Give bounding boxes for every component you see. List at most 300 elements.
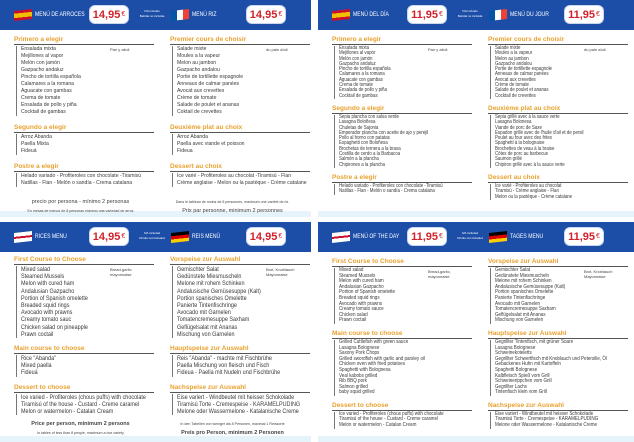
- menu-column-primary-language: [14, 36, 154, 195]
- dish-item: Gegrillter Schwertfisch mit Knoblauch und Petersilie, Öl: [495, 355, 607, 362]
- header-left: [0, 222, 150, 252]
- dish-list: [334, 412, 472, 429]
- section-heading: Deuxième plat au choix: [170, 124, 310, 133]
- currency-symbol: €: [439, 233, 443, 240]
- dish-item: baby squid grilled: [339, 389, 375, 396]
- dish-list: [334, 46, 472, 99]
- dish-item: Portion spanisches Omelette: [495, 289, 554, 296]
- dish-list: [334, 268, 472, 324]
- dish-list: [334, 340, 472, 396]
- menu-title: MENÚ DEL DÍA: [353, 11, 389, 18]
- dish-item: Andalusian Gazpacho: [21, 287, 75, 295]
- dish-list: [490, 268, 628, 324]
- vat-note: [455, 9, 485, 19]
- dish-item: Lasagna Bolognese: [495, 344, 536, 351]
- dish-item: Saumon grillé: [495, 156, 522, 163]
- dish-item: Fideuá: [21, 148, 37, 154]
- dish-item: Melone mit rohem Schinken: [177, 280, 245, 288]
- menu-title: TAGES MENU: [510, 233, 544, 240]
- price-amount: 14,95: [92, 230, 121, 243]
- menu-column-primary-language: [332, 36, 472, 201]
- dish-item: Gegrillter Lachs: [495, 383, 527, 390]
- menu-section: [170, 256, 310, 338]
- dish-item: Crema de tomate: [339, 82, 374, 89]
- dish-item: Tomatencremesuppe Saxham: [495, 306, 556, 313]
- dish-item: Coktail de crevettes: [177, 109, 222, 115]
- vat-note-line: Bebida no incluida: [139, 14, 165, 18]
- france-flag-icon: [171, 9, 189, 21]
- side-note: Pan y alioli: [428, 47, 448, 52]
- dish-item: Grilled Cuttlefish with green sauce: [339, 338, 409, 345]
- dish-item: Rice "Abanda": [21, 355, 57, 363]
- currency-symbol: €: [121, 233, 126, 240]
- dish-item: Steamed Mussels: [339, 272, 376, 279]
- dish-item: Paella Mixta: [21, 141, 49, 147]
- dish-item: Melone oder Wassermelone - Katalanische Creme: [495, 422, 598, 429]
- dish-item: Ensalada mixta: [339, 45, 370, 51]
- section-heading: Hauptspeise zur Auswahl: [488, 330, 628, 339]
- dish-item: Chicken oven with fried potatoes: [339, 361, 405, 368]
- section-heading: Premier cours de choisir: [488, 36, 628, 45]
- dish-list: [172, 134, 310, 155]
- dish-item: Mischung von Garnelen: [495, 317, 544, 324]
- dish-item: Ice varied - Profiteroles (chous puffs) with chocolate: [339, 410, 444, 417]
- dish-item: Aguacate con gambas: [339, 76, 383, 83]
- dish-item: Breaded squid rings: [21, 302, 70, 310]
- menu-section: [488, 330, 628, 396]
- menu-header: [318, 0, 634, 30]
- dish-item: Ensalada de pollo y piña: [21, 102, 77, 108]
- dish-item: Cocktail de crevettes: [495, 92, 536, 99]
- dish-item: Helado variado - Profiteroles con chocolate -Tiramisú: [339, 182, 443, 189]
- header-right: [157, 0, 307, 30]
- dish-item: Gegrillter Tintenfisch, mit grüner Soare: [495, 338, 574, 345]
- dish-item: Gemischter Salat: [495, 267, 531, 273]
- dish-item: Creamy tomato sauce: [339, 306, 384, 313]
- dish-item: Portie de tortillette espagnole: [495, 66, 552, 73]
- dish-item: Melon au jambon: [495, 55, 529, 62]
- footer-note: precio por persona - mínimo 2 personas: [31, 199, 130, 205]
- dish-item: Poulet au four avec des frites: [495, 135, 552, 142]
- currency-symbol: €: [596, 233, 600, 240]
- dish-item: Spaghetti Bolognese: [495, 366, 538, 373]
- germany-flag-icon: [171, 231, 189, 243]
- dish-item: Crème de tomate: [177, 95, 217, 101]
- currency-symbol: €: [121, 11, 126, 18]
- dish-item: Melone mit rohem Schinken: [495, 278, 552, 285]
- section-heading: Segundo a elegir: [14, 124, 154, 133]
- dish-item: Tiramisú Torte - Cremespeise - KARAMELPUDING: [177, 400, 301, 408]
- dish-item: Melone oder Wassermelone - Katalanische Creme: [177, 408, 299, 416]
- menu-section: [332, 105, 472, 168]
- vat-note-line: Bebida no incluida: [457, 14, 483, 18]
- dish-item: Fideua - Paella mit Nudeln und Fischbrühe: [177, 369, 281, 377]
- dish-item: Mejillones al vapor: [339, 50, 376, 57]
- dish-item: Côtes de porc au barbecue: [495, 151, 549, 158]
- dish-item: Anneaux de calmar panées: [177, 81, 240, 87]
- dish-item: Avocado with prawns: [21, 309, 73, 317]
- dish-item: Creamy tomato sauc: [21, 316, 72, 324]
- currency-symbol: €: [278, 11, 283, 18]
- dish-item: Lasagna Boloñesa: [339, 119, 376, 126]
- dish-item: Ice varié - Profiteroles au chocolat -Tiramisú - Flan: [177, 173, 292, 179]
- dish-item: Crème de tomate: [495, 82, 530, 89]
- menu-title: MENÚ OF THE DAY: [353, 233, 400, 240]
- price-amount: 14,95: [92, 8, 121, 21]
- menu-header: [318, 222, 634, 252]
- menu-section: [170, 345, 310, 377]
- dish-item: Salade mixte: [177, 46, 207, 52]
- price-badge: [247, 228, 285, 245]
- section-heading: Main course to choose: [332, 330, 472, 339]
- menu-section: [332, 36, 472, 99]
- dish-item: Panierte Tintenfischringe: [177, 302, 237, 310]
- dish-list: [490, 340, 628, 396]
- menu-header: [0, 222, 311, 252]
- dish-item: Chicken salad on pineapple: [21, 323, 88, 331]
- dish-item: Mejillones al vapor: [21, 53, 64, 59]
- section-heading: First Course to Choose: [332, 258, 472, 267]
- menu-panel-daily-menu-en-de: [318, 222, 634, 442]
- menu-section: [332, 402, 472, 429]
- dish-item: Paella avec viande et poisson: [177, 141, 245, 147]
- menu-panel-rice-menu-es-fr: [0, 0, 311, 217]
- germany-flag-icon: [489, 231, 507, 243]
- price-badge: [565, 228, 603, 245]
- dish-item: Salade de poulet et ananas: [495, 87, 549, 94]
- dish-list: [172, 355, 310, 377]
- dish-item: Crème anglaise - Melon ou la pastèque - Crème catalane: [177, 180, 307, 186]
- section-heading: Deuxième plat au choix: [488, 105, 628, 114]
- footer-stripe: [318, 436, 634, 442]
- header-right: [157, 222, 307, 252]
- dish-item: Salade mixte: [495, 45, 521, 51]
- section-heading: Hauptspeise zur Auswahl: [170, 345, 310, 354]
- dish-item: Avocat aux crevettes: [495, 76, 536, 83]
- dish-item: Sepia plancha con salsa verde: [339, 113, 399, 120]
- dish-item: Andalusische Gemüsesuppe (Kalt): [495, 283, 566, 290]
- dish-item: Lasagna Bolognese: [339, 344, 380, 351]
- menu-title: RICES MENU: [35, 233, 67, 240]
- dish-item: Salmon grilled: [339, 383, 368, 390]
- menu-section: [488, 402, 628, 429]
- dish-item: Arroz Abanda: [21, 134, 52, 140]
- dish-list: [16, 394, 154, 416]
- vat-note-line: IVA incluido: [144, 9, 160, 13]
- dish-list: [16, 46, 154, 116]
- side-note: du pain aïoli: [584, 47, 606, 52]
- dish-item: Moules a la vapeur: [177, 53, 221, 59]
- section-heading: Dessert to choose: [332, 402, 472, 411]
- side-note: Brot, Knoblauch Mayonnaise: [266, 267, 295, 277]
- menu-title: MENÚ RIZ: [192, 11, 217, 18]
- footer-note: Dans le tableau de moins de 8 personnes, maximum une variété de riz.: [175, 200, 290, 204]
- dish-item: Melon au jambon: [177, 60, 217, 66]
- menu-title: REIS MENÜ: [192, 233, 221, 240]
- side-note: Bread-garlic mayonnaise: [110, 267, 132, 277]
- dish-item: Chipiron grillé avec à la sauce verte: [495, 161, 565, 168]
- dish-item: Tiramisú Torte - Cremespeise - KARAMELPUDING: [495, 416, 599, 423]
- section-heading: Primero a elegir: [14, 36, 154, 45]
- dish-item: Mischung von Garnelen: [177, 330, 235, 338]
- dish-item: Eise variert - Windbeutel mit heisser Schokolade: [177, 393, 295, 401]
- dish-item: Gazpacho andaluz: [21, 67, 64, 73]
- dish-item: Schweinerippchen vom Grill: [495, 378, 552, 385]
- header-left: [318, 0, 468, 30]
- dish-item: Moules a la vapeur: [495, 50, 533, 57]
- section-heading: Segundo a elegir: [332, 105, 472, 114]
- dish-item: Gemischter Salat: [177, 266, 219, 273]
- section-heading: First Course to Choose: [14, 256, 154, 265]
- section-heading: Postre a elegir: [14, 163, 154, 172]
- menu-section: [170, 36, 310, 116]
- header-left: [0, 0, 150, 30]
- section-heading: Premier cours de choisir: [170, 36, 310, 45]
- dish-item: Pincho de tortilla española: [21, 74, 81, 80]
- price-badge: [408, 6, 446, 23]
- footer-note: Price per person, minimum 2 persons: [31, 421, 130, 427]
- spain-flag-icon: [14, 9, 32, 21]
- spain-flag-icon: [332, 9, 350, 21]
- dish-item: Melon with cured ham: [339, 278, 384, 285]
- price-amount: 11,95: [411, 230, 438, 243]
- dish-list: [334, 184, 472, 195]
- dish-item: Portion spanisches Omelette: [177, 294, 247, 302]
- vat-note: [455, 231, 485, 241]
- currency-symbol: €: [596, 11, 600, 18]
- dish-item: Geflügelsalat mit Ananas: [495, 311, 546, 318]
- vat-note-line: Drinks not included: [139, 236, 165, 240]
- menu-section: [14, 384, 154, 416]
- price-amount: 11,95: [568, 230, 595, 243]
- dish-item: Reis "Abanda" - machte mit Fischbrühe: [177, 355, 272, 363]
- dish-item: Melon or watermelon - Catalan Cream: [339, 422, 417, 429]
- dish-item: Prawn coctail: [21, 330, 54, 338]
- menu-section: [170, 384, 310, 416]
- dish-item: Lasagna Bolonesa: [495, 119, 532, 126]
- menu-section: [14, 124, 154, 155]
- dish-item: Helado variado - Profiteroles con chocolate -Tiramisú: [21, 173, 142, 179]
- footer-note: In den Tabellen von weniger als 8 Personen, maximal 1 Reissorte: [180, 422, 285, 426]
- footer-note: In tables of less than 8 people, maximum a rice variety: [37, 431, 124, 435]
- price-badge: [90, 6, 128, 23]
- dish-item: Pollo al horno con patatas: [339, 135, 390, 142]
- menu-header: [0, 0, 311, 30]
- dish-item: Crema de tomate: [21, 95, 61, 101]
- menu-title: MENÚ DE ARROCES: [35, 11, 85, 18]
- menu-section: [488, 36, 628, 99]
- dish-item: Melón con jamón: [339, 55, 373, 62]
- menu-column-secondary-language: [488, 36, 628, 206]
- dish-list: [172, 46, 310, 116]
- price-badge: [408, 228, 446, 245]
- section-heading: Nachspeise zur Auswahl: [488, 402, 628, 411]
- dish-item: Gazpacho andalou: [495, 60, 532, 67]
- dish-item: Calamares a la romana: [339, 71, 385, 78]
- dish-item: Rib BBQ pork: [339, 378, 367, 385]
- price-amount: 11,95: [568, 8, 595, 21]
- currency-symbol: €: [278, 233, 283, 240]
- section-heading: Nachspeise zur Auswahl: [170, 384, 310, 393]
- dish-item: Mixed paella: [21, 362, 52, 370]
- dish-item: Veal kabobs grilled: [339, 372, 378, 379]
- dish-item: Costilla de cerdo a la Barbacoa: [339, 151, 401, 158]
- price-badge: [247, 6, 285, 23]
- price-amount: 14,95: [249, 8, 278, 21]
- dish-item: Espaghetti con Boloñesa: [339, 140, 388, 147]
- section-heading: Dessert au choix: [170, 163, 310, 172]
- side-note: Brot, Knoblauch Mayonnaise: [584, 269, 613, 279]
- dish-item: Chuletas de Sajonia: [339, 124, 379, 131]
- dish-item: Spaghetti with Bolognesa: [339, 366, 391, 373]
- dish-item: Anneaux de calmar panées: [495, 71, 549, 78]
- dish-item: Paella Mischung von fleisch und Fisch: [177, 362, 270, 370]
- dish-item: Portie de tortillette espagnole: [177, 74, 244, 80]
- dish-item: Aguacate con gambas: [21, 88, 72, 94]
- dish-item: Tiramisú - Crème anglaise - Flan: [495, 188, 559, 195]
- dish-item: Gazpacho andalou: [177, 67, 220, 73]
- uk-flag-icon: [14, 231, 32, 243]
- dish-item: Melon ou la pastèque - Crème catalane: [495, 193, 573, 200]
- dish-item: Ice varié - Profiteroles au chocolat: [495, 182, 562, 189]
- dish-item: Kalbfleisch Spieß vom Grill: [495, 372, 550, 379]
- price-badge: [90, 228, 128, 245]
- dish-list: [172, 173, 310, 187]
- dish-item: Tiramisú of the house - Custard - Creme caramel: [339, 416, 439, 423]
- dish-item: Andalusische Gemüsesuppe (Kalt): [177, 287, 261, 295]
- price-amount: 14,95: [249, 230, 278, 243]
- dish-list: [490, 115, 628, 168]
- dish-item: Tiramisú of the house - Custard - Creme caramel: [21, 400, 140, 408]
- dish-item: Fideua: [177, 148, 193, 154]
- menu-column-secondary-language: [170, 256, 310, 422]
- dish-item: Salmón a la plancha: [339, 156, 379, 163]
- dish-item: Avocat aux crevettes: [177, 88, 225, 94]
- side-note: du pain aïoli: [266, 47, 288, 52]
- dish-item: Eise variert - Windbeutel mit heisser Schokolade: [495, 410, 594, 417]
- price-amount: 11,95: [411, 8, 438, 21]
- menu-section: [170, 124, 310, 155]
- dish-list: [490, 46, 628, 99]
- dish-item: Melon with cured ham: [21, 280, 75, 288]
- menu-column-primary-language: [332, 258, 472, 435]
- menu-column-secondary-language: [488, 258, 628, 435]
- menu-title: MENÚ DU JOUR: [510, 11, 549, 18]
- dish-item: Gedünstete Miesmuscheln: [177, 273, 242, 281]
- price-badge: [565, 6, 603, 23]
- dish-item: Avocado mit Garnelen: [495, 300, 541, 307]
- dish-item: Emperador plancha con aceite de ajo y perejil: [339, 129, 429, 136]
- dish-list: [490, 184, 628, 200]
- menu-section: [488, 174, 628, 200]
- dish-list: [16, 134, 154, 155]
- section-heading: Postre a elegir: [332, 174, 472, 183]
- vat-note-line: Drinks not included: [457, 236, 483, 240]
- vat-note: [137, 9, 167, 19]
- dish-item: Breaded squid rings: [339, 294, 380, 301]
- dish-item: Melón con jamón: [21, 60, 60, 66]
- section-heading: Vorspeise zur Auswahl: [170, 256, 310, 265]
- dish-item: Arroz Abanda: [177, 134, 208, 140]
- dish-item: Portion of Spanish omelette: [21, 294, 88, 302]
- section-heading: Vorspeise zur Auswahl: [488, 258, 628, 267]
- menu-column-secondary-language: [170, 36, 310, 195]
- dish-item: Gedünstete Miesmuscheln: [495, 272, 550, 279]
- dish-list: [16, 266, 154, 338]
- menu-section: [14, 36, 154, 116]
- dish-list: [172, 394, 310, 416]
- dish-item: Mixed salad: [21, 266, 51, 273]
- dish-item: Brochettes de veau à la braise: [495, 145, 555, 152]
- dish-item: Fideuá: [21, 369, 38, 377]
- dish-item: Tomatencremesuppe Saxham: [177, 316, 250, 324]
- dish-item: Ensalada de pollo y piña: [339, 87, 387, 94]
- dish-item: Cocktail de gambas: [21, 109, 66, 115]
- vat-note-line: IVA incluido: [462, 9, 478, 13]
- menu-panel-daily-menu-es-fr: [318, 0, 634, 217]
- dish-item: Pincho de tortilla española: [339, 66, 391, 73]
- footer-note: En mesas de menos de 8 personas máximo una variedad de arroz: [27, 209, 134, 213]
- dish-item: Natillas - Flan - Melón o sandía - Crema catalana: [339, 188, 435, 195]
- dish-item: Panierte Tintenfischringe: [495, 294, 546, 301]
- dish-item: Calamares a la romana: [21, 81, 75, 87]
- section-heading: Dessert au choix: [488, 174, 628, 183]
- dish-item: Brochetas de ternera a la brasa: [339, 145, 401, 152]
- dish-item: Mixed salad: [339, 267, 364, 273]
- dish-item: Avocado mit Garnelen: [177, 309, 231, 317]
- side-note: Bread-garlic, mayonnaise: [428, 269, 451, 279]
- dish-item: Sepia grillé avec à la sauce verte: [495, 113, 560, 120]
- menu-column-primary-language: [14, 256, 154, 422]
- menu-section: [170, 163, 310, 187]
- dish-item: Steamed Mussels: [21, 273, 65, 281]
- menu-section: [14, 163, 154, 187]
- dish-item: Espadon grillé avec de l'huile d'ail et de persil: [495, 129, 584, 136]
- section-heading: Primero a elegir: [332, 36, 472, 45]
- vat-note: [137, 231, 167, 241]
- dish-item: Gebackenes Huhn mit Kartoffeln: [495, 361, 561, 368]
- dish-item: Melon or watermelon - Catalan Cream: [21, 408, 114, 416]
- dish-item: Ice varied - Profiteroles (chous puffs) with chocolate: [21, 393, 146, 401]
- header-right: [475, 0, 625, 30]
- dish-item: Chipirones a la plancha: [339, 161, 385, 168]
- side-note: Pan y alioli: [110, 47, 130, 52]
- dish-item: Gazpacho andaluz: [339, 60, 376, 67]
- dish-item: Salade de poulet et ananas: [177, 102, 240, 108]
- uk-flag-icon: [332, 231, 350, 243]
- vat-note-line: IVA included: [143, 231, 161, 235]
- dish-item: Prawn coctail: [339, 317, 367, 324]
- dish-item: Tintenfisch klein vom Grill: [495, 389, 547, 396]
- dish-item: Avocado with prawns: [339, 300, 383, 307]
- footer-stripe: [318, 211, 634, 217]
- dish-list: [334, 115, 472, 168]
- menu-section: [488, 258, 628, 324]
- menu-section: [488, 105, 628, 168]
- menu-section: [14, 256, 154, 338]
- currency-symbol: €: [439, 11, 443, 18]
- dish-item: Spaghetti à la bolognaise: [495, 140, 545, 147]
- dish-list: [172, 266, 310, 338]
- dish-list: [16, 173, 154, 187]
- header-right: [475, 222, 625, 252]
- dish-item: Viande de porc de Saxe: [495, 124, 542, 131]
- menu-section: [332, 258, 472, 324]
- dish-item: Schweinekoteletts: [495, 350, 532, 357]
- menu-section: [332, 330, 472, 396]
- dish-item: Portion of Spanish omelette: [339, 289, 396, 296]
- dish-item: Geflügelsalat mit Ananas: [177, 323, 238, 331]
